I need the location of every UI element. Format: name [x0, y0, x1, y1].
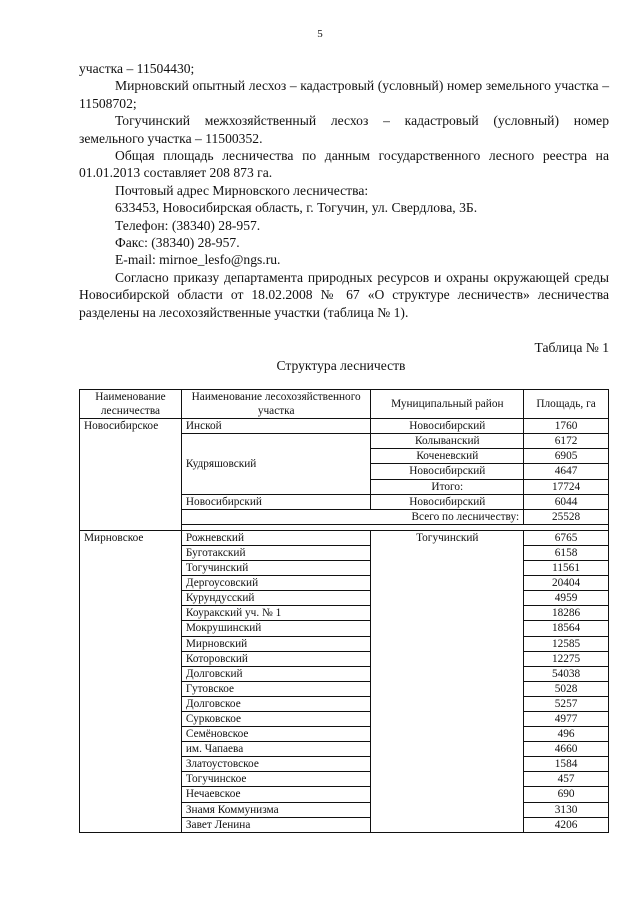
- area-value: 12585: [524, 636, 609, 651]
- section-name: Долговское: [181, 696, 371, 711]
- area-value: 18286: [524, 606, 609, 621]
- table-header-row: [80, 390, 609, 419]
- district-name: Новосибирский: [371, 464, 524, 479]
- area-value: 6172: [524, 434, 609, 449]
- area-value: 11561: [524, 561, 609, 576]
- table-title: Структура лесничеств: [276, 358, 406, 373]
- area-value: 6044: [524, 494, 609, 509]
- area-value: 690: [524, 787, 609, 802]
- area-value: 4647: [524, 464, 609, 479]
- paragraph: Факс: (38340) 28-957.: [115, 235, 240, 251]
- area-value: 4206: [524, 817, 609, 832]
- section-name: Которовский: [181, 651, 371, 666]
- section-name: Гутовское: [181, 681, 371, 696]
- section-name: Курундусский: [181, 591, 371, 606]
- table-row: [80, 419, 609, 434]
- section-name: Буготакский: [181, 545, 371, 560]
- body-text: [79, 60, 609, 321]
- header-section: Наименование лесохозяйственного участка: [181, 390, 371, 419]
- paragraph: 633453, Новосибирская область, г. Тогучин, ул. Свердлова, 3Б.: [115, 200, 478, 216]
- paragraph: участка – 11504430;: [79, 61, 195, 76]
- section-name: Тогучинский: [181, 561, 371, 576]
- table-row: [80, 530, 609, 545]
- section-name: Сурковское: [181, 711, 371, 726]
- area-value: 4660: [524, 742, 609, 757]
- area-value: 6158: [524, 545, 609, 560]
- total-value: 25528: [524, 509, 609, 524]
- section-name: Знамя Коммунизма: [181, 802, 371, 817]
- area-value: 3130: [524, 802, 609, 817]
- section-name: Завет Ленина: [181, 817, 371, 832]
- forestry-name: Мирновское: [80, 530, 182, 832]
- paragraph: Мирновский опытный лесхоз – кадастровый (условный) номер земельного участка – 11508702;: [79, 78, 609, 111]
- header-forestry: Наименование лесничества: [80, 390, 182, 419]
- section-name: Тогучинское: [181, 772, 371, 787]
- section-name: Златоустовское: [181, 757, 371, 772]
- area-value: 18564: [524, 621, 609, 636]
- table-label: Таблица № 1: [534, 340, 609, 355]
- section-name: Мирновский: [181, 636, 371, 651]
- section-name: Долговский: [181, 666, 371, 681]
- section-name: Дергоусовский: [181, 576, 371, 591]
- area-value: 6905: [524, 449, 609, 464]
- section-name: Нечаевское: [181, 787, 371, 802]
- area-value: 496: [524, 727, 609, 742]
- header-district: Муниципальный район: [371, 390, 524, 419]
- total-label: Всего по лесничеству:: [181, 509, 523, 524]
- district-name: Тогучинский: [371, 530, 524, 832]
- section-name: Инской: [181, 419, 371, 434]
- paragraph: Общая площадь лесничества по данным государственного лесного реестра на 01.01.2013 составляет 208 873 га.: [79, 148, 609, 181]
- district-name: Колыванский: [371, 434, 524, 449]
- paragraph: Почтовый адрес Мирновского лесничества:: [115, 182, 369, 198]
- section-name: Коуракский уч. № 1: [181, 606, 371, 621]
- district-name: Новосибирский: [371, 494, 524, 509]
- area-value: 12275: [524, 651, 609, 666]
- area-value: 20404: [524, 576, 609, 591]
- area-value: 1760: [524, 419, 609, 434]
- forestry-structure-table: [79, 389, 609, 833]
- area-value: 1584: [524, 757, 609, 772]
- section-name: Рожневский: [181, 530, 371, 545]
- section-name: Мокрушинский: [181, 621, 371, 636]
- subtotal-label: Итого:: [371, 479, 524, 494]
- header-area: Площадь, га: [524, 390, 609, 419]
- section-name: Семёновское: [181, 727, 371, 742]
- area-value: 5257: [524, 696, 609, 711]
- page-number: 5: [317, 28, 323, 40]
- district-name: Коченевский: [371, 449, 524, 464]
- area-value: 5028: [524, 681, 609, 696]
- forestry-name: Новосибирское: [80, 419, 182, 531]
- area-value: 4977: [524, 711, 609, 726]
- paragraph: Согласно приказу департамента природных ресурсов и охраны окружающей среды Новосибирской области от 18.02.2008 № 67 «О структуре лесничеств» лесничества разделены на лесохозяйственные участки (таблица № 1).: [79, 269, 609, 320]
- area-value: 6765: [524, 530, 609, 545]
- paragraph: E-mail: mirnoe_lesfo@ngs.ru.: [115, 252, 281, 268]
- area-value: 54038: [524, 666, 609, 681]
- section-name: им. Чапаева: [181, 742, 371, 757]
- section-name: Кудряшовский: [181, 434, 371, 494]
- section-name: Новосибирский: [181, 494, 371, 509]
- paragraph: Телефон: (38340) 28-957.: [115, 217, 261, 233]
- area-value: 4959: [524, 591, 609, 606]
- district-name: Новосибирский: [371, 419, 524, 434]
- subtotal-value: 17724: [524, 479, 609, 494]
- paragraph: Тогучинский межхозяйственный лесхоз – кадастровый (условный) номер земельного участка – 11500352.: [79, 113, 609, 146]
- area-value: 457: [524, 772, 609, 787]
